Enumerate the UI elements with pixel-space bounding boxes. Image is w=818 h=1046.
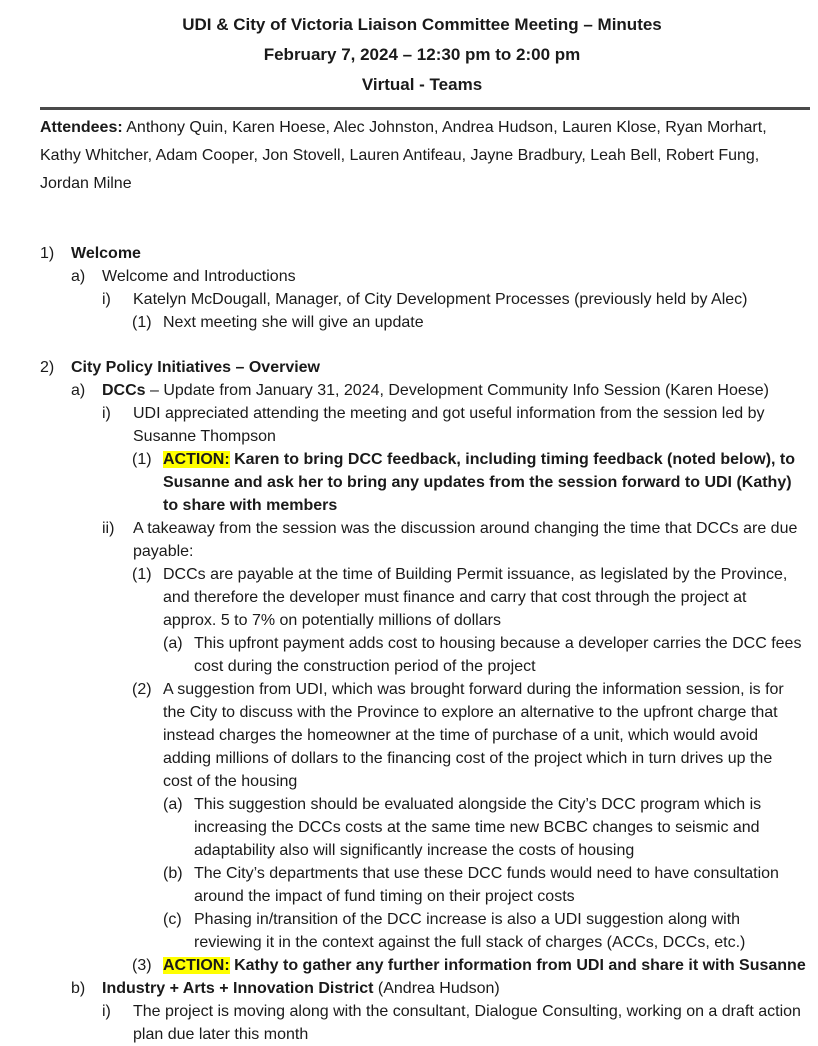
list-item-text: Katelyn McDougall, Manager, of City Development Processes (previously held by Alec): [133, 291, 748, 308]
action-label: ACTION:: [163, 957, 230, 974]
list-item-text: A suggestion from UDI, which was brought forward during the information session, is for the City to discuss with the Province to explore an alternative to the upfront charge that instead charges the homeowner at the time of purchase of a unit, which would avoid adding millions of dollars to the financing cost of the project which in turn drives up the cost of the housing: [163, 681, 784, 790]
list-marker: i): [102, 291, 111, 308]
list-marker: ii): [102, 520, 115, 537]
attendees-label: Attendees:: [40, 119, 123, 136]
list-marker: b): [71, 980, 86, 997]
item-udi-suggestion-province: [40, 678, 804, 793]
action-item: [163, 448, 804, 517]
document-header: [40, 10, 804, 100]
action-text: Karen to bring DCC feedback, including timing feedback (noted below), to Susanne and ask her to bring any updates from the session forward to UDI (Kathy) to share with members: [163, 451, 796, 514]
item-dccs-payable-at-permit: [40, 563, 804, 632]
list-marker: (a): [163, 796, 183, 813]
item-katelyn-mcdougall: [40, 288, 804, 311]
list-marker: (2): [132, 681, 152, 698]
action-text: Kathy to gather any further information from UDI and share it with Susanne: [229, 957, 806, 974]
list-marker: (1): [132, 566, 152, 583]
item-next-meeting-update: [40, 311, 804, 334]
document-title: UDI & City of Victoria Liaison Committee Meeting – Minutes: [182, 15, 662, 34]
minutes-outline: [40, 242, 804, 1046]
list-marker: a): [71, 268, 86, 285]
list-item-text: The City’s departments that use these DCC funds would need to have consultation around the impact of fund timing on their project costs: [194, 865, 779, 905]
item-city-departments-consultation: [40, 862, 804, 908]
attendees-names: Anthony Quin, Karen Hoese, Alec Johnston, Andrea Hudson, Lauren Klose, Ryan Morhart, Kathy Whitcher, Adam Cooper, Jon Stovell, Lauren Antifeau, Jayne Bradbury, Leah Bell, Robert Fung, Jordan Milne: [40, 119, 767, 192]
item-suggestion-evaluated-alongside: [40, 793, 804, 862]
header-divider: [40, 107, 810, 110]
item-phasing-transition: [40, 908, 804, 954]
item-takeaway-dcc-timing: [40, 517, 804, 563]
item-city-policy-initiatives: [40, 356, 804, 379]
item-action-kathy-gather-info: [40, 954, 804, 977]
list-item-text: The project is moving along with the consultant, Dialogue Consulting, working on a draft action plan due later this month: [133, 1003, 801, 1043]
list-marker: (1): [132, 314, 152, 331]
list-item-text: [102, 977, 804, 1000]
meeting-datetime: February 7, 2024 – 12:30 pm to 2:00 pm: [263, 45, 581, 64]
list-item-text: Phasing in/transition of the DCC increase is also a UDI suggestion along with reviewing it in the context against the full stack of charges (ACCs, DCCs, etc.): [194, 911, 746, 951]
meeting-location: Virtual - Teams: [361, 75, 483, 94]
item-topic-label: DCCs: [102, 382, 146, 399]
list-item-text: A takeaway from the session was the discussion around changing the time that DCCs are due payable:: [133, 520, 798, 560]
item-topic-detail: – Update from January 31, 2024, Development Community Info Session (Karen Hoese): [145, 382, 769, 399]
list-marker: (c): [163, 911, 182, 928]
list-marker: (3): [132, 957, 152, 974]
item-industry-arts-innovation: [40, 977, 804, 1000]
list-item-text: Next meeting she will give an update: [163, 314, 424, 331]
list-marker: 2): [40, 359, 55, 376]
section-heading: City Policy Initiatives – Overview: [71, 359, 320, 376]
item-dialogue-consulting: [40, 1000, 804, 1046]
list-item-text: This suggestion should be evaluated alongside the City’s DCC program which is increasing the DCCs costs at the same time new BCBC changes to seismic and adaptability also will significantly increase the costs of housing: [194, 796, 762, 859]
item-topic-detail: (Andrea Hudson): [373, 980, 500, 997]
list-marker: a): [71, 382, 86, 399]
action-label: ACTION:: [163, 451, 230, 468]
list-marker: 1): [40, 245, 55, 262]
list-item-text: DCCs are payable at the time of Building Permit issuance, as legislated by the Province, and therefore the developer must finance and carry that cost through the project at approx. 5 to 7% on potentially millions of dollars: [163, 566, 788, 629]
item-upfront-payment-cost: [40, 632, 804, 678]
attendees-paragraph: [40, 114, 804, 198]
action-item: [163, 954, 806, 977]
list-marker: (a): [163, 635, 183, 652]
item-dccs-update: [40, 379, 804, 402]
list-marker: (1): [132, 451, 152, 468]
list-marker: i): [102, 405, 111, 422]
item-action-karen-dcc-feedback: [40, 448, 804, 517]
list-marker: i): [102, 1003, 111, 1020]
item-udi-appreciated: [40, 402, 804, 448]
item-welcome-introductions: [40, 265, 804, 288]
section-heading: Welcome: [71, 245, 141, 262]
item-topic-label: Industry + Arts + Innovation District: [102, 980, 374, 997]
list-marker: (b): [163, 865, 183, 882]
item-welcome: [40, 242, 804, 265]
list-item-text: UDI appreciated attending the meeting and got useful information from the session led by Susanne Thompson: [133, 405, 765, 445]
list-item-text: Welcome and Introductions: [102, 268, 296, 285]
list-item-text: [102, 379, 804, 402]
list-item-text: This upfront payment adds cost to housing because a developer carries the DCC fees cost during the construction period of the project: [194, 635, 802, 675]
